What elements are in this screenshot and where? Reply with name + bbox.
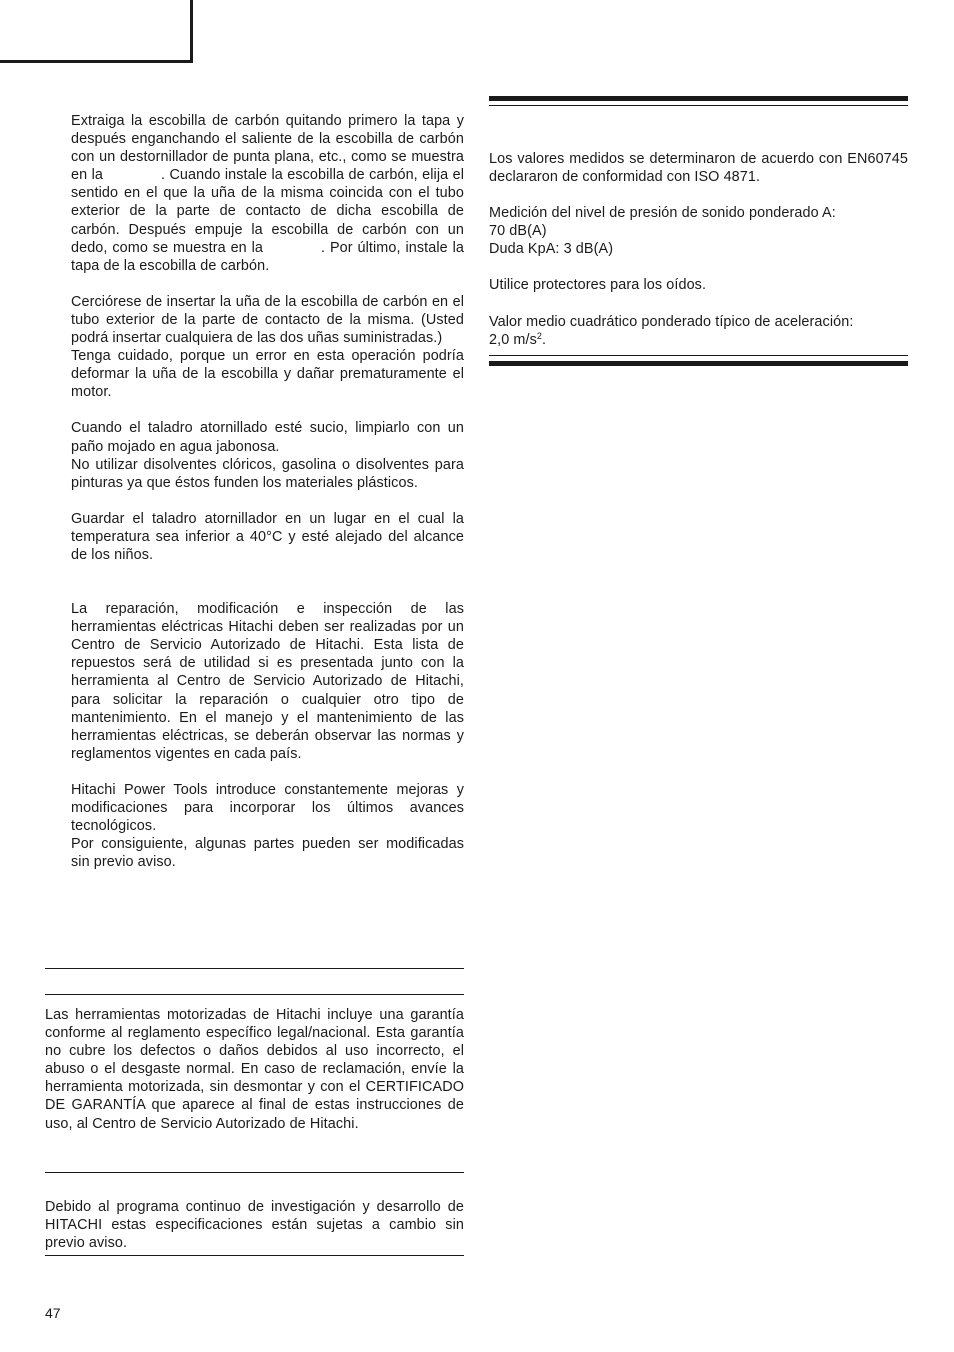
- note-paragraph: Debido al programa continuo de investigación y desarrollo de HITACHI estas especificaciones están sujetas a cambio sin previo aviso.: [45, 1199, 464, 1252]
- noise-pressure-value: 70 dB(A): [489, 223, 547, 240]
- divider-line: [45, 1255, 464, 1256]
- noise-pressure-label: Medición del nivel de presión de sonido ponderado A:: [489, 205, 836, 222]
- improvements-paragraph: Hitachi Power Tools introduce constantemente mejoras y modificaciones para incorporar los últimos avances tecnológicos.: [71, 781, 464, 835]
- divider-line: [45, 968, 464, 969]
- storage-paragraph: Guardar el taladro atornillador en un lugar en el cual la temperatura sea inferior a 40°C y esté alejado del alcance de los niños.: [71, 510, 464, 563]
- service-paragraph: La reparación, modificación e inspección de las herramientas eléctricas Hitachi deben ser realizadas por un Centro de Servicio Autorizado de Hitachi. Esta lista de repuestos será de utilidad si es presentada junto con la herramienta al Centro de Servicio Autorizado de Hitachi, para solicitar la reparación o cualquier otro tipo de mantenimiento. En el manejo y el mantenimiento de las herramientas eléctricas, se deberán observar las normas y reglamentos vigentes en cada país.: [71, 601, 464, 762]
- section-rule-top-thin: [489, 105, 908, 106]
- improvements-paragraph-2: Por consiguiente, algunas partes pueden ser modificadas sin previo aviso.: [71, 836, 464, 871]
- section-rule-bottom-thin: [489, 355, 908, 356]
- cleaning-paragraph: Cuando el taladro atornillado esté sucio, limpiarlo con un paño mojado en agua jabonosa.: [71, 420, 464, 455]
- brush-replace-paragraph: Extraiga la escobilla de carbón quitando primero la tapa y después enganchando el saliente de la escobilla de carbón con un destornillador de punta plana, etc., como se muestra en la . Cuando instale la escobilla de carbón, elija el sentido en el que la uña de la misma coincida con el tubo exterior de la parte de contacto de dicha escobilla de carbón. Después empuje la escobilla de carbón con un dedo, como se muestra en la . Por último, instale la tapa de la escobilla de carbón.: [71, 113, 464, 274]
- guarantee-section: [45, 1006, 464, 1133]
- noise-section: [489, 150, 908, 349]
- ear-protection-note: Utilice protectores para los oídos.: [489, 277, 707, 294]
- noise-uncertainty: Duda KpA: 3 dB(A): [489, 241, 614, 258]
- noise-intro: Los valores medidos se determinaron de acuerdo con EN60745 declararon de conformidad con ISO 4871.: [489, 151, 908, 186]
- brush-caution-paragraph: Cerciórese de insertar la uña de la escobilla de carbón en el tubo exterior de la parte de contacto de la misma. (Usted podrá insertar cualquiera de las dos uñas suministradas.): [71, 293, 464, 347]
- section-rule-top: [489, 96, 908, 101]
- page-tab-frame: [0, 0, 193, 63]
- cleaning-paragraph-2: No utilizar disolventes clóricos, gasolina o disolventes para pinturas ya que éstos funden los materiales plásticos.: [71, 456, 464, 491]
- brush-caution-paragraph-2: Tenga cuidado, porque un error en esta operación podría deformar la uña de la escobilla y dañar prematuramente el motor.: [71, 348, 464, 401]
- guarantee-paragraph: Las herramientas motorizadas de Hitachi incluye una garantía conforme al reglamento específico legal/nacional. Esta garantía no cubre los defectos o daños debidos al uso incorrecto, el abuso o el desgaste normal. En caso de reclamación, envíe la herramienta motorizada, sin desmontar y con el CERTIFICADO DE GARANTÍA que aparece al final de estas instrucciones de uso, al Centro de Servicio Autorizado de Hitachi.: [45, 1007, 464, 1132]
- vibration-label: Valor medio cuadrático ponderado típico de aceleración:: [489, 313, 854, 330]
- note-section: [45, 1198, 464, 1252]
- section-rule-bottom: [489, 361, 908, 366]
- divider-line: [45, 1172, 464, 1173]
- page-number: 47: [45, 1305, 61, 1321]
- divider-line: [45, 994, 464, 995]
- maintenance-section: [71, 112, 464, 871]
- vibration-value: 2,0 $m/s^2$.: [489, 330, 547, 348]
